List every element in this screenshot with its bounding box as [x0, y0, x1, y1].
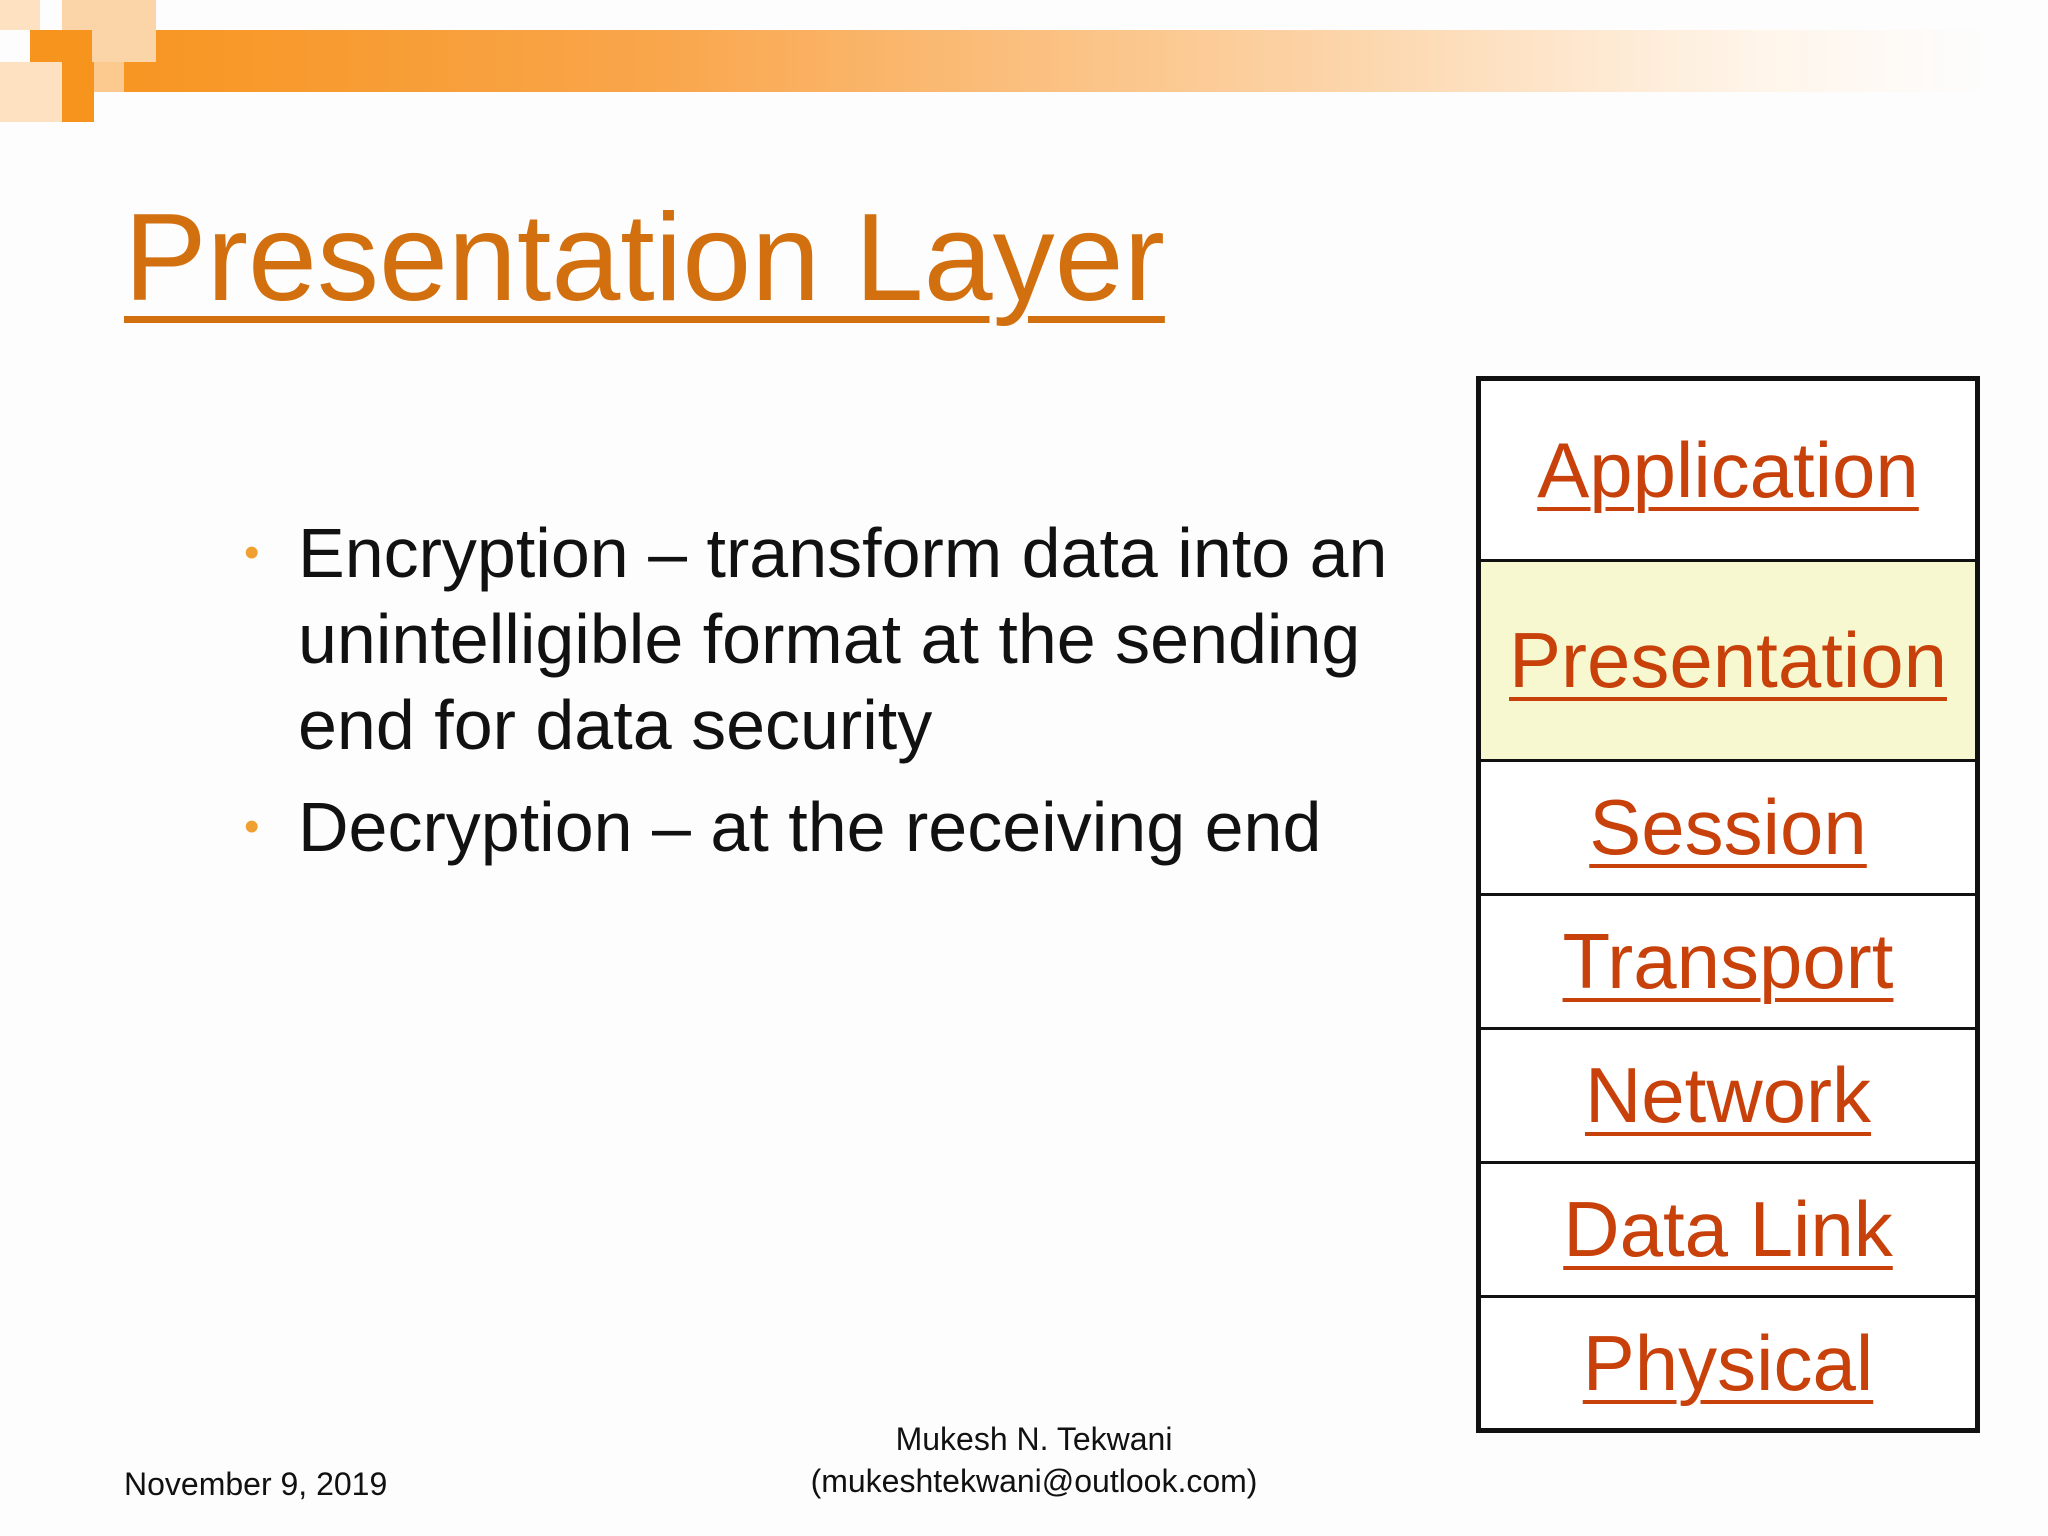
osi-layer-presentation[interactable]: Presentation	[1481, 562, 1975, 762]
osi-layer-network[interactable]: Network	[1481, 1030, 1975, 1164]
osi-layer-application[interactable]: Application	[1481, 381, 1975, 562]
footer-author	[784, 1418, 1284, 1502]
decorative-banner	[70, 30, 1990, 92]
decorative-square	[0, 62, 62, 122]
decorative-square	[94, 62, 124, 92]
osi-layer-session[interactable]: Session	[1481, 762, 1975, 896]
bullet-text: Decryption – at the receiving end	[298, 788, 1322, 866]
author-email: (mukeshtekwani@outlook.com)	[810, 1463, 1258, 1499]
bullet-item-decryption	[240, 784, 1440, 870]
bullet-icon: •	[244, 802, 260, 851]
osi-layer-stack	[1476, 376, 1980, 1433]
decorative-square	[0, 0, 40, 30]
author-name: Mukesh N. Tekwani	[895, 1421, 1173, 1457]
bullet-icon: •	[244, 528, 260, 577]
osi-layer-physical[interactable]: Physical	[1582, 1318, 1874, 1407]
decorative-square	[30, 30, 92, 62]
bullet-list	[240, 510, 1440, 886]
footer-date: November 9, 2019	[124, 1466, 388, 1502]
bullet-item-encryption	[240, 510, 1440, 768]
osi-layer-data-link[interactable]: Data Link	[1481, 1164, 1975, 1298]
osi-layer-transport[interactable]: Transport	[1481, 896, 1975, 1030]
slide-title: Presentation Layer	[124, 189, 1165, 327]
bullet-text: Encryption – transform data into an unintelligible format at the sending end for data security	[298, 514, 1388, 764]
decorative-square	[62, 62, 94, 122]
